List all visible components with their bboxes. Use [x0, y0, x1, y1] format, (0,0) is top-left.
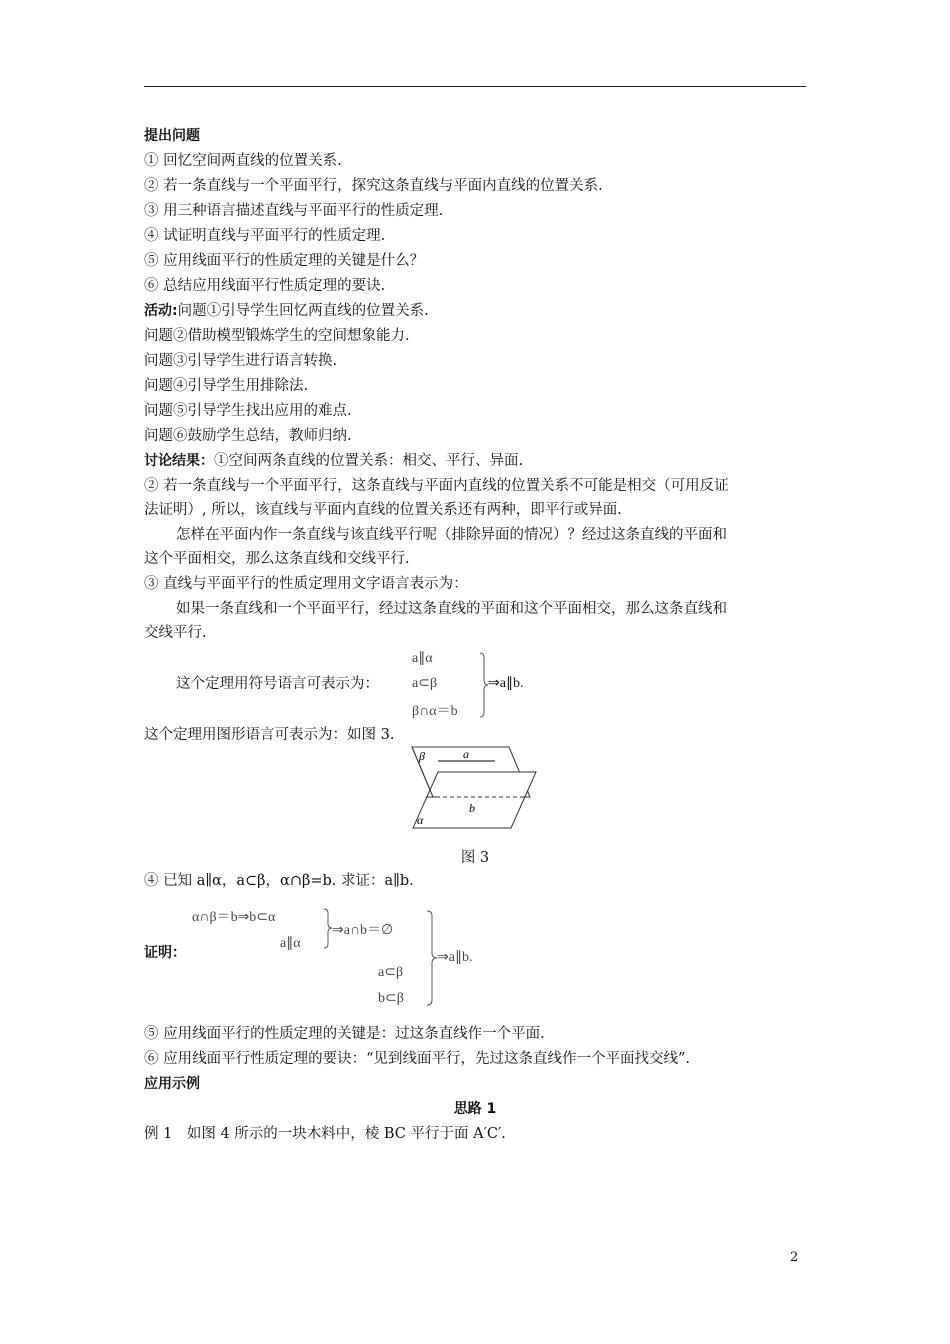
- theorem-text-cont: 交线平行.: [144, 625, 207, 641]
- theorem-text: 如果一条直线和一个平面平行，经过这条直线的平面和这个平面相交，那么这条直线和: [176, 601, 727, 617]
- header-rule: [144, 86, 806, 87]
- section-title-examples: 应用示例: [144, 1076, 200, 1092]
- proof-condition-1: a⊂β: [378, 965, 404, 980]
- proof-intermediate: ⇒a∩b＝∅: [332, 923, 394, 938]
- activity-item: 问题⑥鼓励学生总结，教师归纳.: [144, 428, 352, 444]
- label-b: b: [469, 801, 475, 815]
- activity-item: 问题②借助模型锻炼学生的空间想象能力.: [144, 328, 410, 344]
- symbolic-result: ⇒a∥b.: [488, 676, 524, 691]
- discussion-result-3: ③ 直线与平面平行的性质定理用文字语言表示为：: [144, 576, 468, 592]
- plane-alpha: [413, 772, 536, 828]
- symbolic-premise-2: a⊂β: [412, 676, 438, 691]
- example-1: 例 1 如图 4 所示的一块木料中，棱 BC 平行于面 A′C′.: [144, 1126, 506, 1142]
- proof-condition-2: b⊂β: [378, 991, 404, 1006]
- discussion-result-4: ④ 已知 a∥α，a⊂β，α∩β=b. 求证：a∥b.: [144, 873, 414, 889]
- figure-caption: 图 3: [460, 850, 490, 866]
- discussion-label: 讨论结果：: [144, 453, 214, 469]
- activity-item: 问题③引导学生进行语言转换.: [144, 353, 338, 369]
- discussion-result-2: ② 若一条直线与一个平面平行，这条直线与平面内直线的位置关系不可能是相交（可用反证: [144, 478, 729, 494]
- discussion-result-5: ⑤ 应用线面平行的性质定理的关键是：过这条直线作一个平面.: [144, 1026, 545, 1042]
- proof-line-1: α∩β＝b⇒b⊂α: [192, 910, 276, 925]
- label-beta: β: [419, 749, 425, 763]
- discussion-result-6: ⑥ 应用线面平行性质定理的要诀：“见到线面平行，先过这条直线作一个平面找交线”.: [144, 1051, 691, 1067]
- question-5: ⑤ 应用线面平行的性质定理的关键是什么？: [144, 253, 425, 269]
- question-3: ③ 用三种语言描述直线与平面平行的性质定理.: [144, 203, 444, 219]
- symbolic-premise-1: a∥α: [412, 651, 433, 666]
- activity-line: [144, 301, 429, 321]
- activity-item: 问题④引导学生用排除法.: [144, 378, 309, 394]
- graphic-intro: 这个定理用图形语言可表示为：如图 3.: [144, 727, 395, 743]
- paragraph-how: 怎样在平面内作一条直线与该直线平行呢（排除异面的情况）？经过这条直线的平面和: [176, 527, 727, 543]
- question-1: ① 回忆空间两直线的位置关系.: [144, 153, 342, 169]
- label-alpha: α: [417, 813, 424, 827]
- symbolic-premise-3: β∩α＝b: [412, 704, 458, 719]
- activity-label: 活动:: [144, 303, 178, 319]
- label-a: a: [463, 747, 469, 761]
- proof-line-2: a∥α: [280, 936, 301, 951]
- subtitle-idea-1: 思路 1: [453, 1101, 497, 1117]
- page-number: 2: [790, 1250, 799, 1265]
- paragraph-how-cont: 这个平面相交，那么这条直线和交线平行.: [144, 551, 410, 567]
- question-4: ④ 试证明直线与平面平行的性质定理.: [144, 228, 386, 244]
- proof-label: 证明：: [144, 945, 186, 961]
- activity-first: 问题①引导学生回忆两直线的位置关系.: [177, 303, 429, 319]
- discussion-line: [144, 451, 523, 471]
- figure-3: [405, 745, 545, 833]
- section-title-questions: 提出问题: [144, 128, 200, 144]
- question-2: ② 若一条直线与一个平面平行，探究这条直线与平面内直线的位置关系.: [144, 178, 603, 194]
- discussion-result-2-cont: 法证明）, 所以，该直线与平面内直线的位置关系还有两种，即平行或异面.: [144, 502, 622, 518]
- proof-conclusion: ⇒a∥b.: [437, 950, 473, 965]
- activity-item: 问题⑤引导学生找出应用的难点.: [144, 403, 352, 419]
- discussion-result-1: ①空间两条直线的位置关系：相交、平行、异面.: [214, 453, 524, 469]
- symbolic-intro: 这个定理用符号语言可表示为：: [176, 676, 379, 692]
- question-6: ⑥ 总结应用线面平行性质定理的要诀.: [144, 278, 386, 294]
